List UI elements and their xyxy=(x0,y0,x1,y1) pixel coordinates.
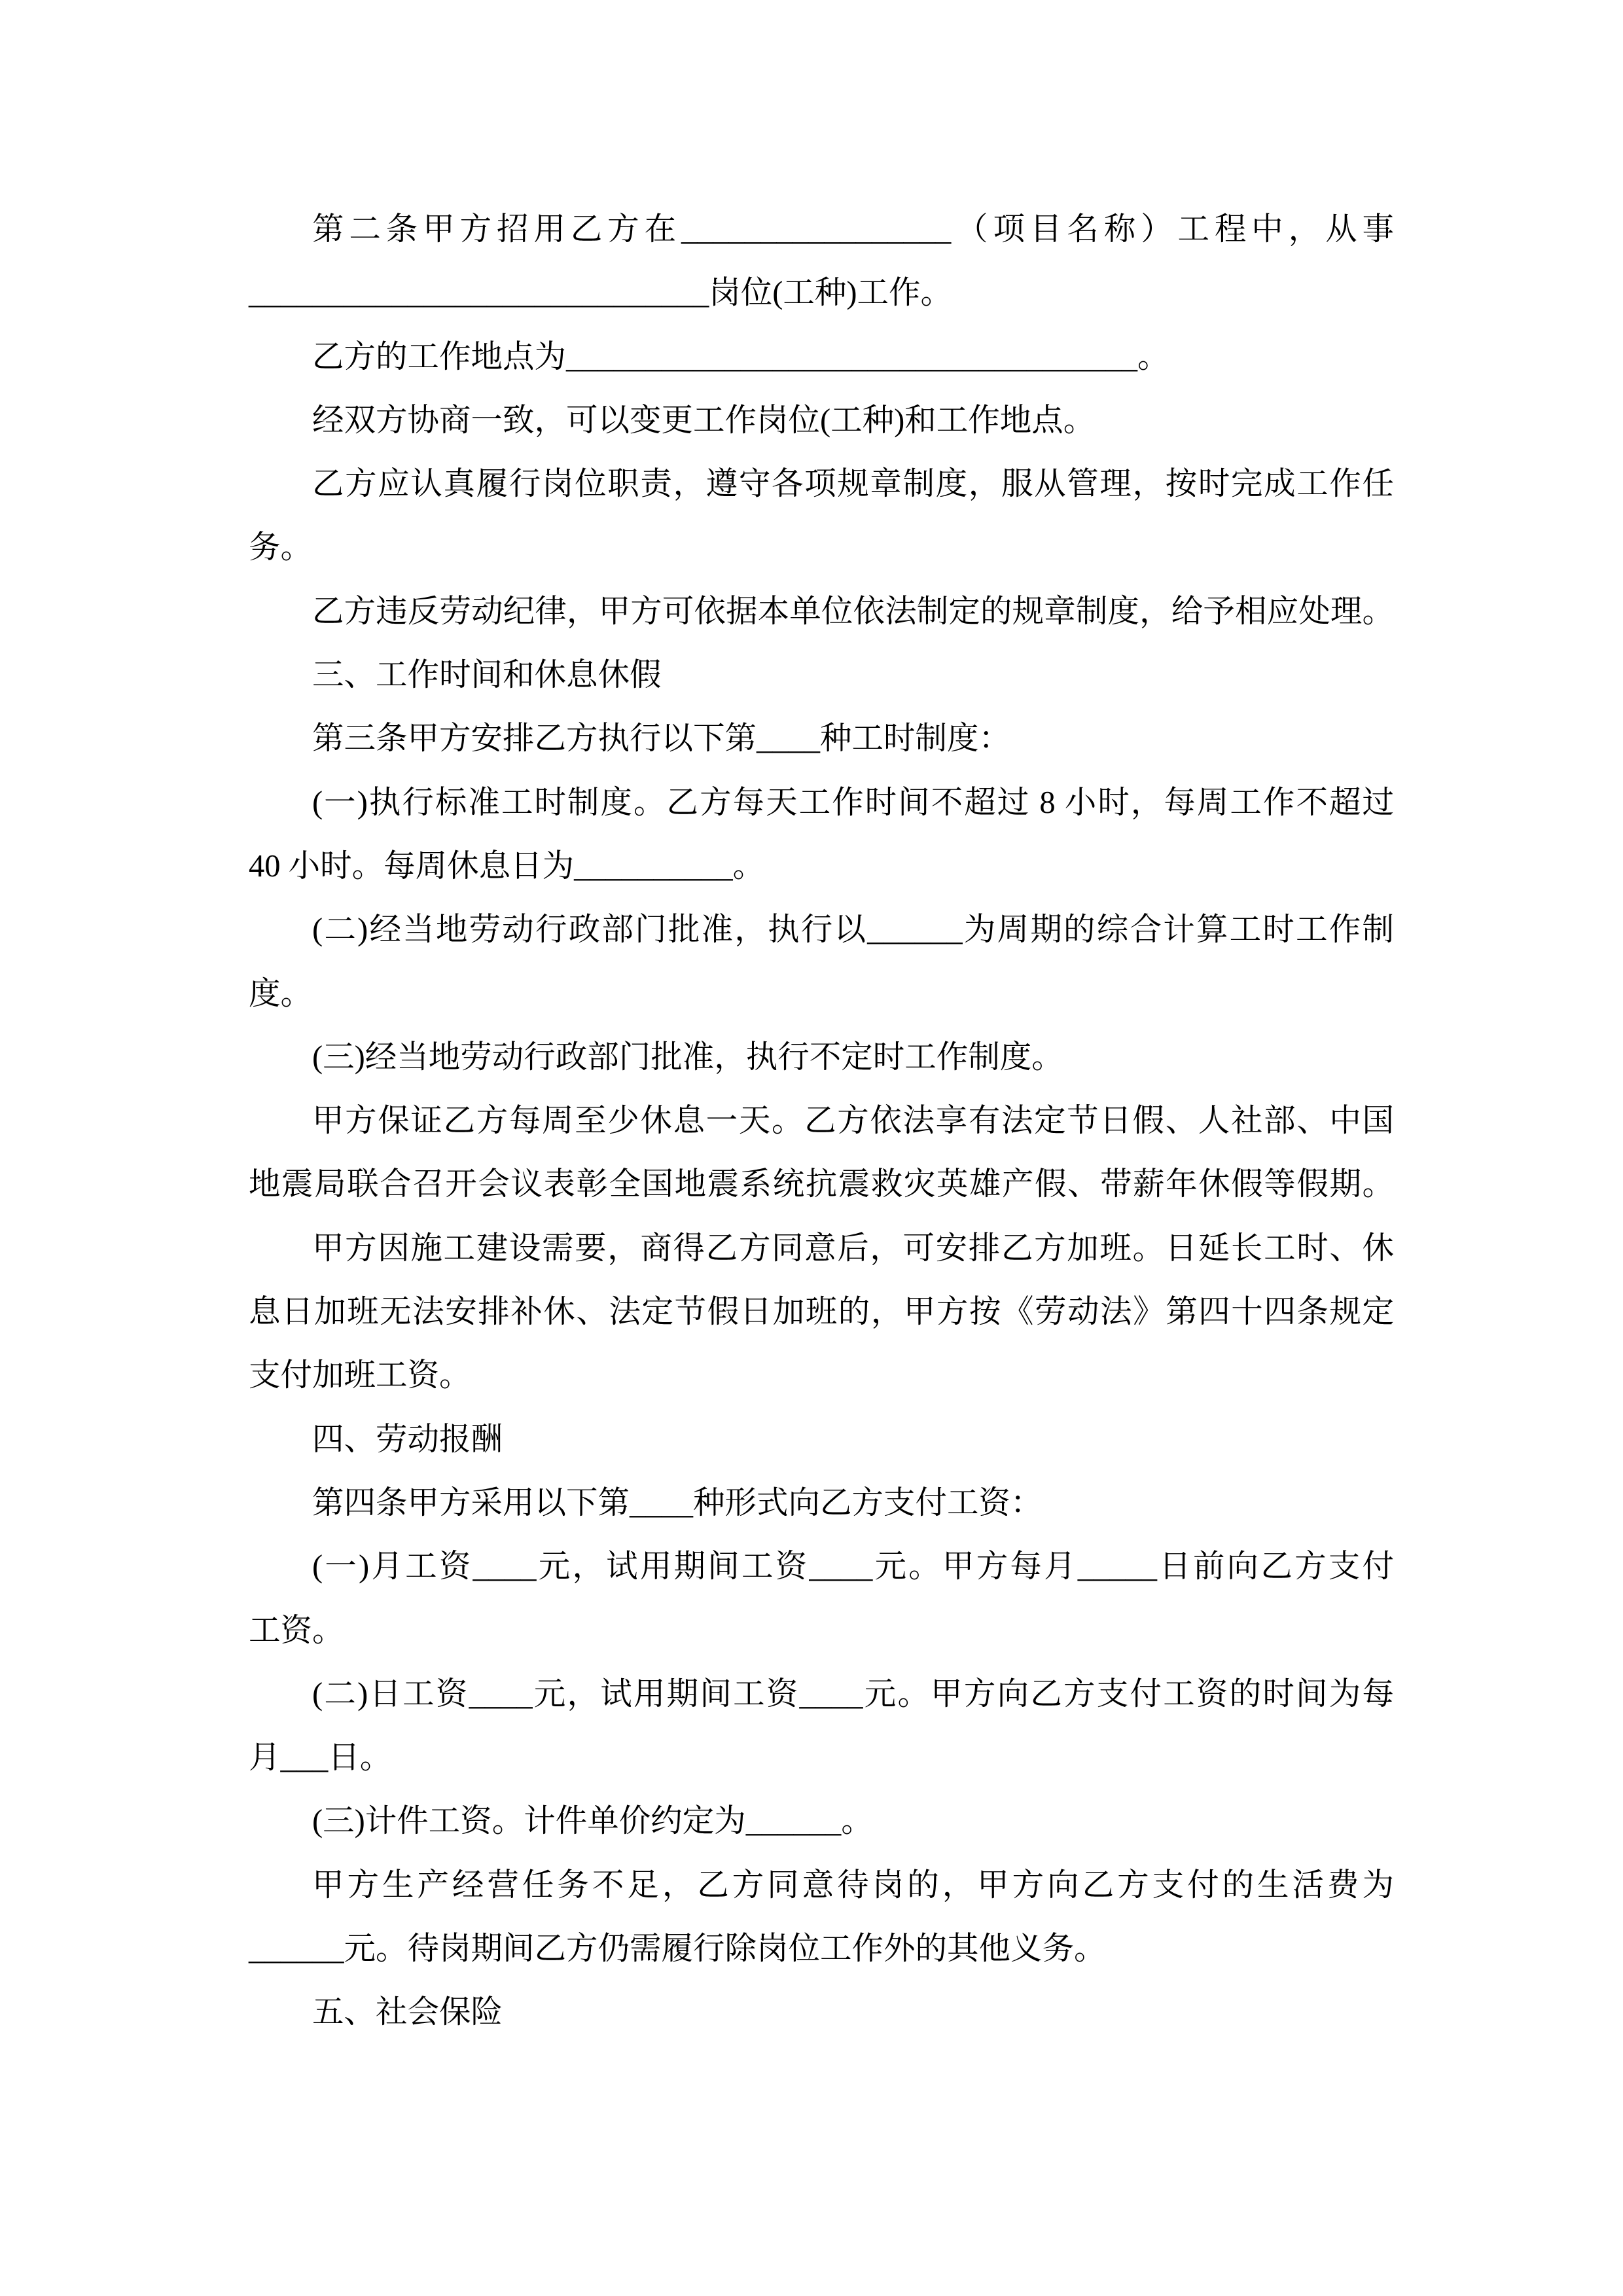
section-heading: 四、劳动报酬 xyxy=(312,1422,503,1457)
text-line: 经双方协商一致，可以变更工作岗位(工种)和工作地点。 xyxy=(312,403,1096,438)
text-line: 甲方生产经营任务不足，乙方同意待岗的，甲方向乙方支付的生活费为 xyxy=(312,1867,1394,1903)
text-line: ______元。待岗期间乙方仍需履行除岗位工作外的其他义务。 xyxy=(249,1931,1106,1967)
text-line: 第二条甲方招用乙方在_________________（项目名称）工程中，从事 xyxy=(312,212,1394,247)
position-change-clause xyxy=(249,389,1394,452)
article-3-clause xyxy=(249,707,1394,770)
text-line: _____________________________岗位(工种)工作。 xyxy=(249,276,953,311)
contract-body xyxy=(249,198,1394,2045)
monthly-wage-option xyxy=(249,1535,1394,1662)
text-line: 第四条甲方采用以下第____种形式向乙方支付工资： xyxy=(312,1485,1043,1520)
text-line: (一)执行标准工时制度。乙方每天工作时间不超过 8 小时，每周工作不超过 xyxy=(312,785,1394,820)
text-line: 息日加班无法安排补休、法定节假日加班的，甲方按《劳动法》第四十四条规定 xyxy=(249,1295,1394,1330)
text-line: 40 小时。每周休息日为__________。 xyxy=(249,848,765,884)
text-line: 乙方违反劳动纪律，甲方可依据本单位依法制定的规章制度，给予相应处理。 xyxy=(312,594,1394,629)
section-heading-social-insurance xyxy=(249,1981,1394,2044)
text-line: 甲方因施工建设需要，商得乙方同意后，可安排乙方加班。日延长工时、休 xyxy=(312,1230,1394,1266)
text-line: (二)经当地劳动行政部门批准，执行以______为周期的综合计算工时工作制 xyxy=(312,912,1394,948)
text-line: (一)月工资____元，试用期间工资____元。甲方每月_____日前向乙方支付 xyxy=(312,1549,1394,1585)
comprehensive-hours-option xyxy=(249,898,1394,1026)
text-line: (二)日工资____元，试用期间工资____元。甲方向乙方支付工资的时间为每 xyxy=(312,1676,1394,1712)
text-line: 务。 xyxy=(249,530,313,565)
section-heading: 三、工作时间和休息休假 xyxy=(312,658,662,693)
rest-days-clause xyxy=(249,1089,1394,1217)
text-line: 第三条甲方安排乙方执行以下第____种工时制度： xyxy=(312,721,1011,757)
article-4-clause xyxy=(249,1471,1394,1535)
text-line: 乙方的工作地点为____________________________________。 xyxy=(312,339,1169,374)
text-line: (三)经当地劳动行政部门批准，执行不定时工作制度。 xyxy=(312,1039,1063,1075)
section-heading-remuneration xyxy=(249,1408,1394,1471)
standby-allowance-clause xyxy=(249,1854,1394,1981)
flexible-hours-option xyxy=(249,1026,1394,1089)
article-2-job-clause xyxy=(249,198,1394,325)
text-line: 甲方保证乙方每周至少休息一天。乙方依法享有法定节日假、人社部、中国 xyxy=(312,1103,1394,1139)
daily-wage-option xyxy=(249,1662,1394,1790)
text-line: (三)计件工资。计件单价约定为______。 xyxy=(312,1804,873,1839)
text-line: 工资。 xyxy=(249,1613,344,1648)
work-location-clause xyxy=(249,325,1394,389)
piece-rate-option xyxy=(249,1789,1394,1853)
text-line: 度。 xyxy=(249,976,313,1011)
section-heading-working-hours xyxy=(249,643,1394,707)
overtime-clause xyxy=(249,1217,1394,1408)
section-heading: 五、社会保险 xyxy=(312,1995,503,2030)
text-line: 月___日。 xyxy=(249,1740,392,1776)
text-line: 支付加班工资。 xyxy=(249,1358,471,1393)
duties-clause xyxy=(249,452,1394,580)
standard-hours-option xyxy=(249,771,1394,899)
text-line: 地震局联合召开会议表彰全国地震系统抗震救灾英雄产假、带薪年休假等假期。 xyxy=(249,1167,1394,1202)
text-line: 乙方应认真履行岗位职责，遵守各项规章制度，服从管理，按时完成工作任 xyxy=(312,467,1394,502)
discipline-clause xyxy=(249,580,1394,643)
